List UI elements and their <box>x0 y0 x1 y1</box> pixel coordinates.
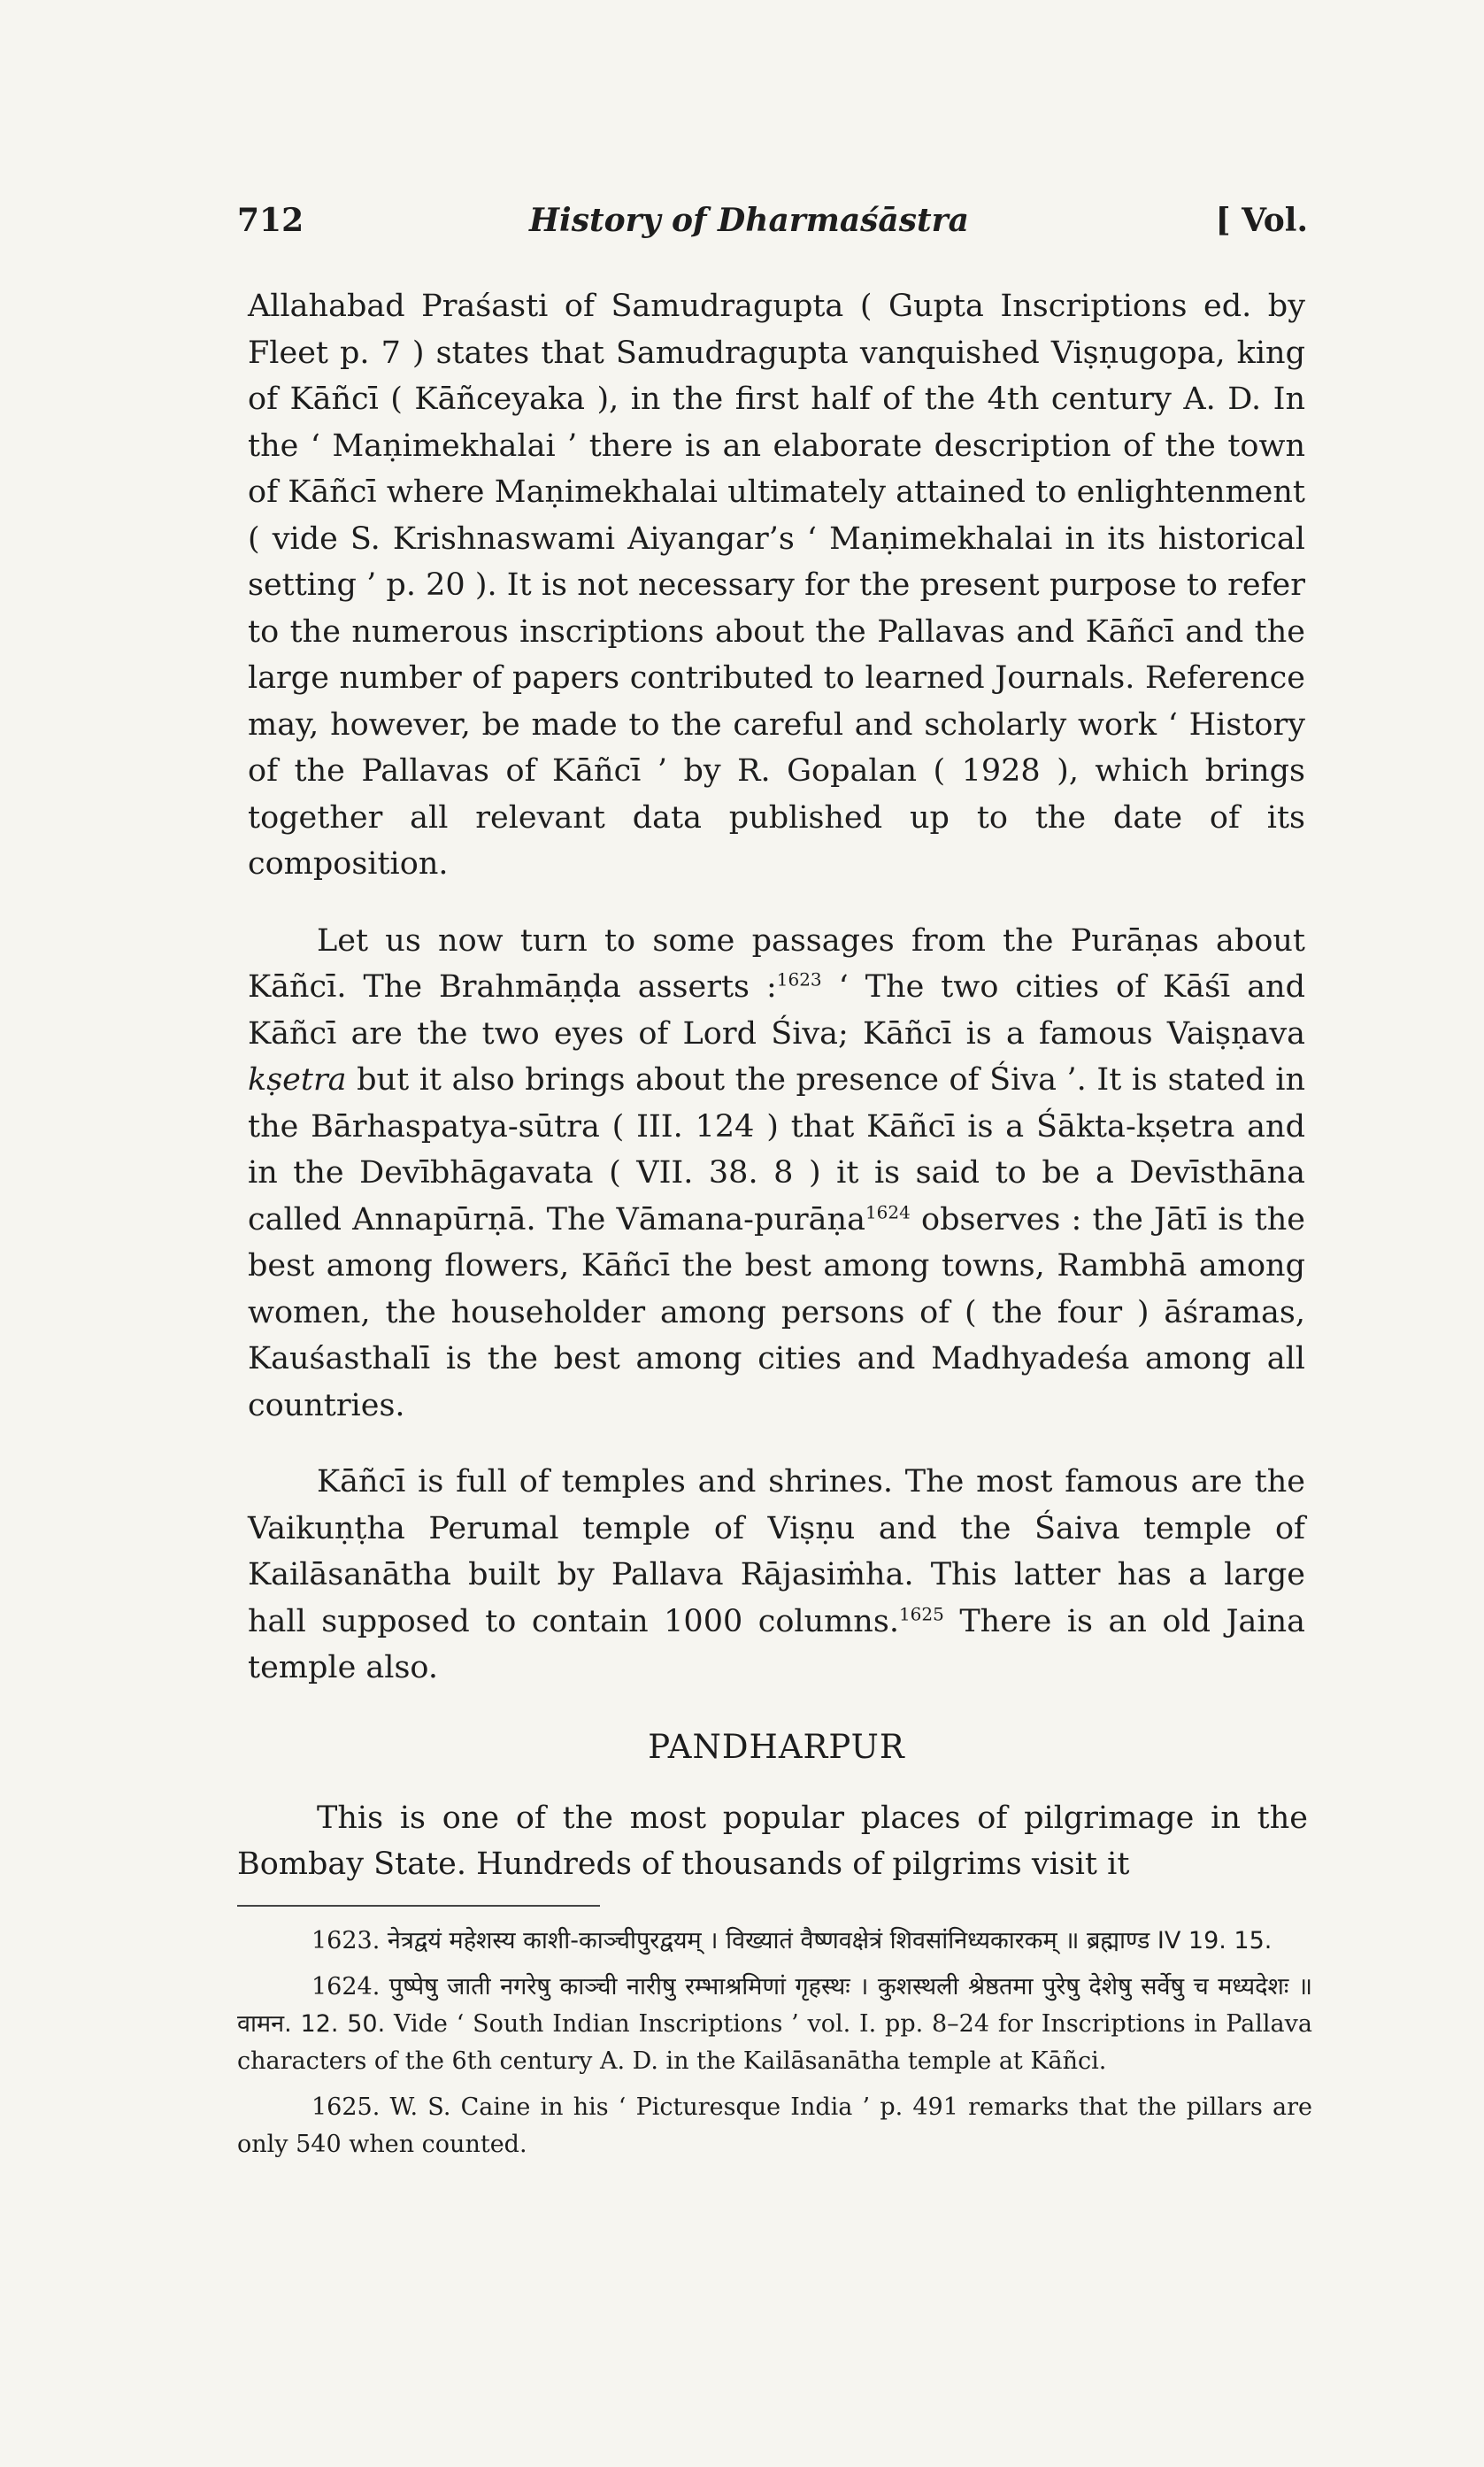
temples-text-1: Kāñcī is full of temples and shrines. The most famous are the Vaikuṇṭha Perumal temple of Viṣṇu and the Śaiva temple of Kailāsanātha built by Pallava Rājasiṁha. This latter has a large hall supposed to contain 1000 columns. <box>248 1464 1305 1639</box>
section-heading: PANDHARPUR <box>648 1728 905 1766</box>
footnote-number: 1623. <box>311 1927 381 1954</box>
kshetra-italic: kṣetra <box>248 1062 347 1098</box>
temples-text-2: There is an old Jaina temple also. <box>248 1603 1305 1685</box>
footnote-number: 1625. <box>311 2093 381 2121</box>
paragraph-puranas <box>248 918 1305 1430</box>
paragraph-pandharpur: This is one of the most popular places of pilgrimage in the Bombay State. Hundreds of thousands of pilgrims visit it <box>237 1800 1308 1882</box>
footnote-divider <box>237 1905 600 1907</box>
footnote-english: Vide ‘ South Indian Inscriptions ’ vol. I. pp. 8–24 for Inscriptions in Pallava characters of the 6th century A. D. in the Kailāsanātha temple at Kāñci. <box>237 2010 1312 2075</box>
footnotes <box>237 1923 1312 2172</box>
puranas-text-1: Let us now turn to some passages from the Purāṇas about Kāñcī. The Brahmāṇḍa asserts : <box>248 922 1305 1005</box>
footnote-sanskrit: नेत्रद्वयं महेशस्य काशी-काञ्चीपुरद्वयम् । विख्यातं वैष्णवक्षेत्रं शिवसांनिध्यकारकम् ॥ ब्रह्माण्ड IV 19. 15. <box>387 1927 1273 1954</box>
puranas-text-4: observes : the Jātī is the best among flowers, Kāñcī the best among towns, Rambhā among women, the householder among persons of ( the four ) āśramas, Kauśasthalī is the best among cities and Madhyadeśa among all countries. <box>248 1201 1305 1423</box>
paragraph-allahabad: Allahabad Praśasti of Samudragupta ( Gupta Inscriptions ed. by Fleet p. 7 ) states that Samudragupta vanquished Viṣṇugopa, king of Kāñcī ( Kāñceyaka ), in the first half of the 4th century A. D. In the ‘ Maṇimekhalai ’ there is an elaborate description of the town of Kāñcī where Maṇimekhalai ultimately attained to enlightenment ( vide S. Krishnaswami Aiyangar’s ‘ Maṇimekhalai in its historical setting ’ p. 20 ). It is not necessary for the present purpose to refer to the numerous inscriptions about the Pallavas and Kāñcī and the large number of papers contributed to learned Journals. Reference may, however, be made to the careful and scholarly work ‘ History of the Pallavas of Kāñcī ’ by R. Gopalan ( 1928 ), which brings together all relevant data published up to the date of its composition. <box>248 289 1305 882</box>
footnote-ref-1623: 1623 <box>776 968 822 991</box>
footnote-1623 <box>237 1923 1312 1960</box>
volume-label: [ Vol. <box>1215 202 1308 239</box>
footnote-ref-1624: 1624 <box>865 1200 911 1222</box>
main-text <box>248 283 1305 1692</box>
puranas-text-2: ‘ The two cities of Kāśī and Kāñcī are the two eyes of Lord Śiva; Kāñcī is a famous Vaiṣṇava <box>248 969 1306 1052</box>
footnote-1624 <box>237 1969 1312 2080</box>
running-title: History of Dharmaśāstra <box>529 202 969 239</box>
footnote-sanskrit: पुष्पेषु जाती नगरेषु काञ्ची नारीषु रम्भाश्रमिणां गृहस्थः । कुशस्थली श्रेष्ठतमा पुरेषु देशेषु सर्वेषु च मध्यदेशः ॥ वामन. 12. 50. <box>237 1973 1312 2038</box>
running-header <box>237 202 1308 255</box>
footnote-english: W. S. Caine in his ‘ Picturesque India ’ p. 491 remarks that the pillars are only 540 when counted. <box>237 2093 1312 2158</box>
puranas-text-3: but it also brings about the presence of Śiva ’. It is stated in the Bārhaspatya-sūtra ( III. 124 ) that Kāñcī is a Śākta-kṣetra and in the Devībhāgavata ( VII. 38. 8 ) it is said to be a Devīsthāna called Annapūrṇā. The Vāmana-purāṇa <box>248 1062 1305 1237</box>
paragraph-temples <box>248 1459 1305 1692</box>
footnote-ref-1625: 1625 <box>898 1602 944 1624</box>
page-number: 712 <box>237 202 304 239</box>
footnote-1625 <box>237 2089 1312 2163</box>
footnote-number: 1624. <box>311 1973 381 2001</box>
